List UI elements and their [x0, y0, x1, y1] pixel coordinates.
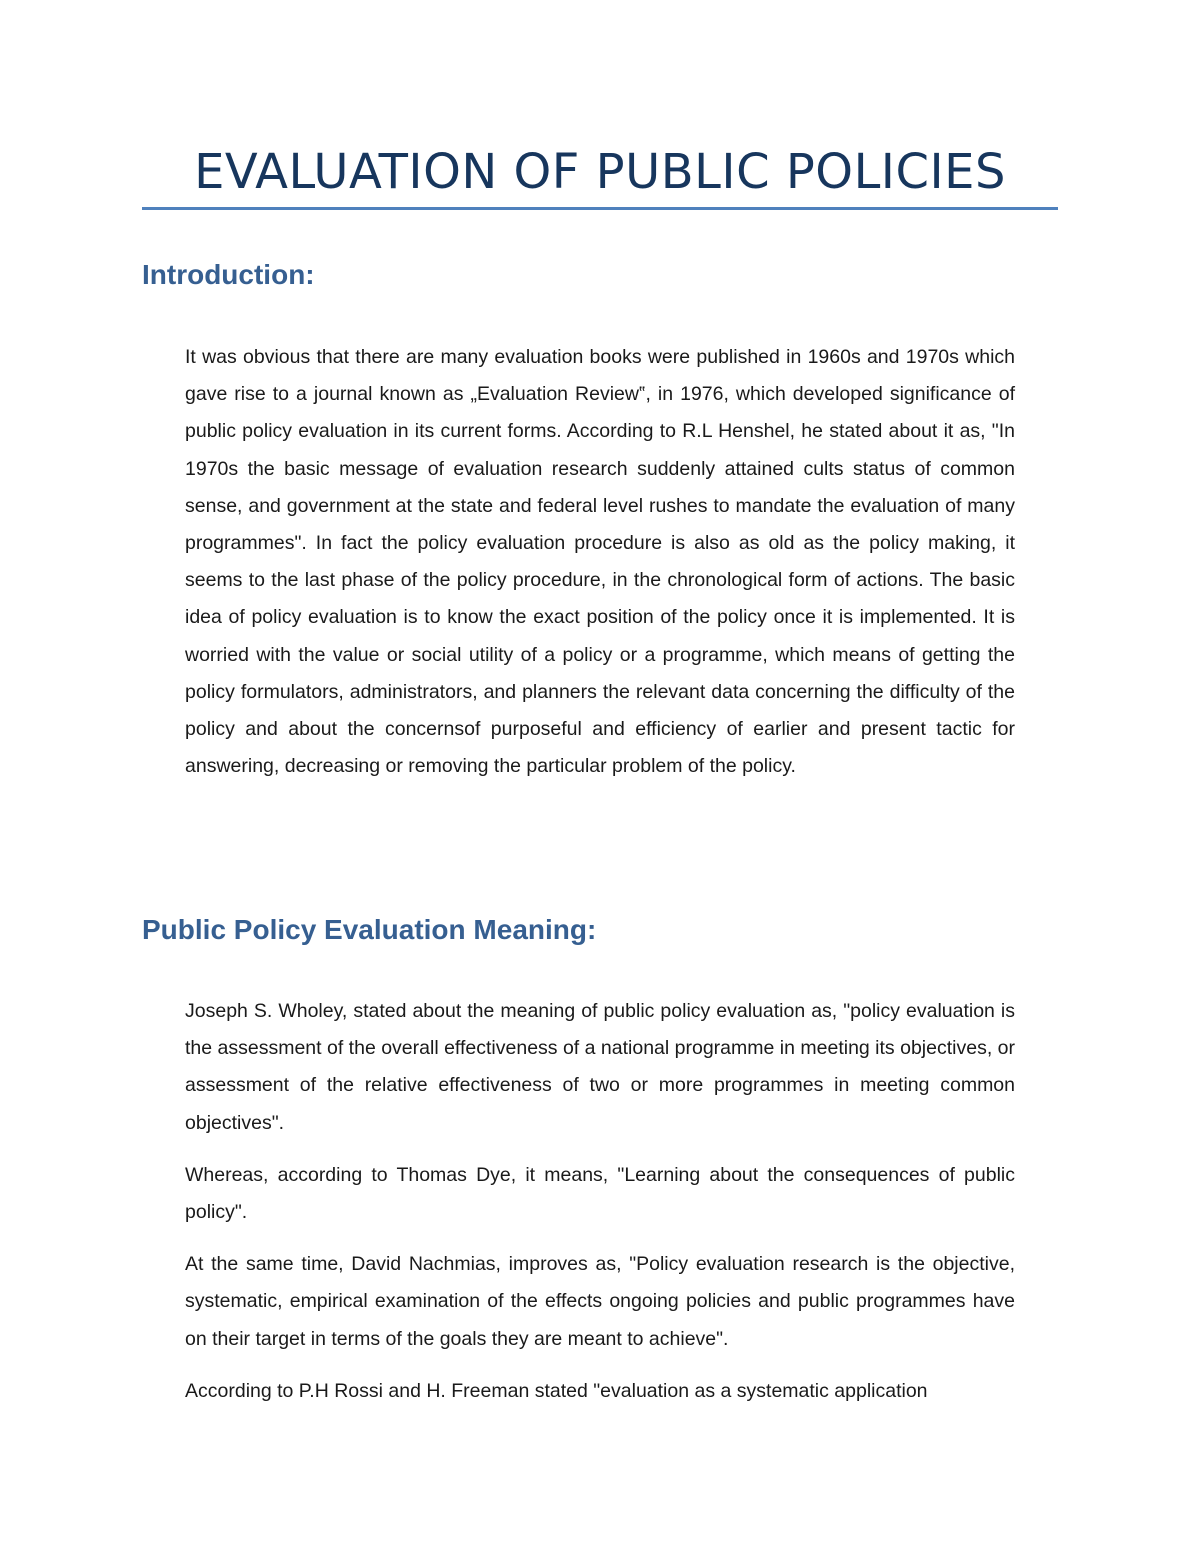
section-heading-meaning: Public Policy Evaluation Meaning:	[142, 914, 597, 945]
title-underline	[142, 207, 1058, 210]
paragraph: Whereas, according to Thomas Dye, it means, "Learning about the consequences of public policy".	[185, 1163, 1015, 1224]
document-title: EVALUATION OF PUBLIC POLICIES	[194, 144, 1006, 200]
paragraph: According to P.H Rossi and H. Freeman stated "evaluation as a systematic application	[185, 1379, 928, 1402]
paragraph: At the same time, David Nachmias, improves as, "Policy evaluation research is the objective, systematic, empirical examination of the effects ongoing policies and public programmes have on their target in terms of the goals they are meant to achieve".	[185, 1253, 1015, 1350]
section-body-meaning	[185, 993, 1015, 1425]
paragraph: It was obvious that there are many evaluation books were published in 1960s and 1970s which gave rise to a journal known as „Evaluation Review‟, in 1976, which developed significance of public policy evaluation in its current forms. According to R.L Henshel, he stated about it as, "In 1970s the basic message of evaluation research suddenly attained cults status of common sense, and government at the state and federal level rushes to mandate the evaluation of many programmes". In fact the policy evaluation procedure is also as old as the policy making, it seems to the last phase of the policy procedure, in the chronological form of actions. The basic idea of policy evaluation is to know the exact position of the policy once it is implemented. It is worried with the value or social utility of a policy or a programme, which means of getting the policy formulators, administrators, and planners the relevant data concerning the difficulty of the policy and about the concernsof purposeful and efficiency of earlier and present tactic for answering, decreasing or removing the particular problem of the policy.	[185, 346, 1015, 778]
section-heading-introduction: Introduction:	[142, 259, 315, 290]
section-body-introduction	[185, 339, 1015, 800]
paragraph: Joseph S. Wholey, stated about the meaning of public policy evaluation as, "policy evaluation is the assessment of the overall effectiveness of a national programme in meeting its objectives, or assessment of the relative effectiveness of two or more programmes in meeting common objectives".	[185, 1000, 1015, 1134]
